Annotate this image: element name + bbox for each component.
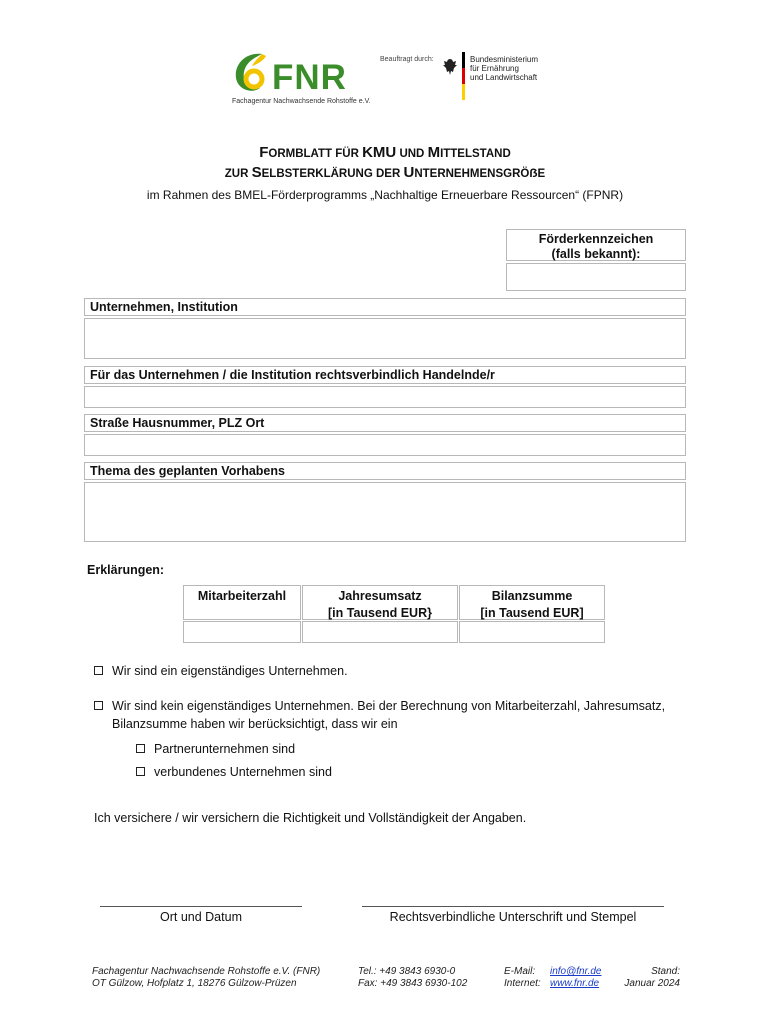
- option-partnerunternehmen: Partnerunternehmen sind: [136, 741, 295, 758]
- footer-phone: Tel.: +49 3843 6930-0 Fax: +49 3843 6930-102: [358, 966, 468, 989]
- adresse-label-cell: [84, 414, 686, 432]
- fnr-logo-icon: [232, 50, 270, 94]
- checkbox-eigenstaendig[interactable]: [94, 666, 103, 675]
- signature-line-right: [362, 906, 664, 907]
- bilanzsumme-field[interactable]: [459, 621, 605, 643]
- adresse-label: Straße Hausnummer, PLZ Ort: [90, 416, 265, 430]
- thema-field[interactable]: [84, 482, 686, 542]
- signature-line-left: [100, 906, 302, 907]
- logo-subtitle: Fachagentur Nachwachsende Rohstoffe e.V.: [232, 98, 371, 105]
- handelnde-label-cell: [84, 366, 686, 384]
- federal-eagle-icon: [442, 58, 458, 76]
- jahresumsatz-header: Jahresumsatz [in Tausend EUR}: [302, 585, 458, 620]
- german-flag-bar: [462, 52, 465, 100]
- unternehmen-label-cell: [84, 298, 686, 316]
- email-link[interactable]: info@fnr.de: [550, 966, 602, 977]
- form-title-line1: FORMBLATT FÜR KMU UND MITTELSTAND: [259, 144, 511, 161]
- bilanzsumme-header: Bilanzsumme [in Tausend EUR]: [459, 585, 605, 620]
- ministry-name: Bundesministerium für Ernährung und Landwirtschaft: [470, 55, 539, 82]
- thema-label: Thema des geplanten Vorhabens: [90, 464, 285, 478]
- form-subtitle: im Rahmen des BMEL-Förderprogramms „Nachhaltige Erneuerbare Ressourcen“ (FPNR): [146, 188, 624, 202]
- commissioned-by-label: Beauftragt durch:: [380, 56, 434, 63]
- mitarbeiter-header: Mitarbeiterzahl: [183, 585, 301, 620]
- thema-label-cell: [84, 462, 686, 480]
- footer-contact-links: [550, 966, 601, 990]
- footer-stand: Stand: Januar 2024: [624, 966, 680, 989]
- mitarbeiter-field[interactable]: [183, 621, 301, 643]
- website-link[interactable]: www.fnr.de: [550, 978, 600, 989]
- footer-org: Fachagentur Nachwachsende Rohstoffe e.V. (FNR) OT Gülzow, Hofplatz 1, 18276 Gülzow-Prüzen: [92, 966, 321, 989]
- ort-datum-label: Ort und Datum: [160, 910, 242, 924]
- unterschrift-label: Rechtsverbindliche Unterschrift und Stempel: [389, 910, 637, 924]
- handelnde-field[interactable]: [84, 386, 686, 408]
- checkbox-verbundenes-unternehmen[interactable]: [136, 767, 145, 776]
- option-nicht-eigenstaendig-line2: Bilanzsumme haben wir berücksichtigt, dass wir ein: [112, 717, 398, 731]
- versicherung-text: Ich versichere / wir versichern die Richtigkeit und Vollständigkeit der Angaben.: [94, 811, 527, 825]
- handelnde-label: Für das Unternehmen / die Institution rechtsverbindlich Handelnde/r: [90, 368, 495, 382]
- option-nicht-eigenstaendig: Wir sind kein eigenständiges Unternehmen. Bei der Berechnung von Mitarbeiterzahl, Jahresumsatz,: [94, 698, 694, 715]
- checkbox-partnerunternehmen[interactable]: [136, 744, 145, 753]
- footer-contact-labels: E-Mail: Internet:: [504, 966, 541, 989]
- foerderkennzeichen-header: Förderkennzeichen (falls bekannt):: [506, 229, 686, 261]
- erklaerungen-heading: Erklärungen:: [87, 563, 165, 577]
- jahresumsatz-field[interactable]: [302, 621, 458, 643]
- checkbox-nicht-eigenstaendig[interactable]: [94, 701, 103, 710]
- form-title-line2: ZUR SELBSTERKLÄRUNG DER UNTERNEHMENSGRÖẞE: [224, 164, 546, 181]
- unternehmen-field[interactable]: [84, 318, 686, 359]
- fnr-logo-text: FNR: [272, 58, 347, 97]
- adresse-field[interactable]: [84, 434, 686, 456]
- foerderkennzeichen-field[interactable]: [506, 263, 686, 291]
- option-eigenstaendig: Wir sind ein eigenständiges Unternehmen.: [94, 663, 348, 680]
- unternehmen-label: Unternehmen, Institution: [90, 300, 238, 314]
- option-verbundenes-unternehmen: verbundenes Unternehmen sind: [136, 764, 332, 781]
